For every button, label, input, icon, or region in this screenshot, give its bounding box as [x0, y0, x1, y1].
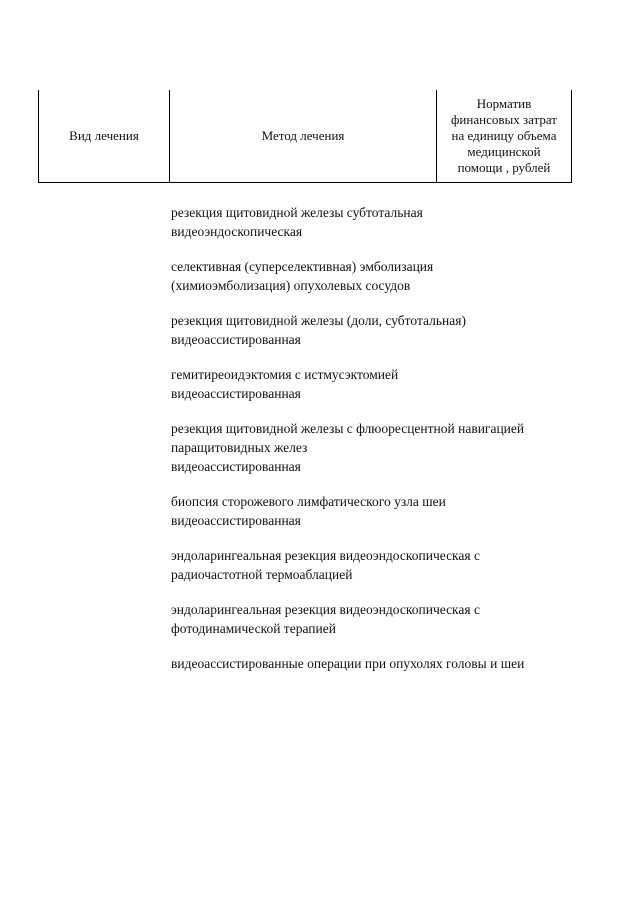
- header-cost-line: на единицу объема: [451, 128, 557, 143]
- header-treatment-type: [39, 90, 170, 182]
- method-item: гемитиреоидэктомия с истмусэктомией видеоассистированная: [171, 367, 399, 401]
- method-item: резекция щитовидной железы (доли, субтотальная) видеоассистированная: [171, 313, 466, 347]
- header-cost-standard: [437, 90, 571, 182]
- method-item: селективная (суперселективная) эмболизация (химиоэмболизация) опухолевых сосудов: [171, 259, 434, 293]
- table-header: [38, 90, 572, 183]
- header-cost-line: Норматив: [476, 96, 532, 111]
- method-item: эндоларингеальная резекция видеоэндоскопическая с радиочастотной термоаблацией: [171, 548, 480, 582]
- header-treatment-method-label: Метод лечения: [261, 128, 345, 143]
- header-treatment-type-label: Вид лечения: [69, 128, 139, 143]
- header-cost-line: медицинской: [467, 144, 541, 159]
- method-item: резекция щитовидной железы с флюоресцентной навигацией паращитовидных желез видеоассистированная: [171, 421, 525, 474]
- header-cost-line: помощи , рублей: [457, 160, 551, 175]
- method-item: видеоассистированные операции при опухолях головы и шеи: [171, 656, 525, 671]
- method-item: биопсия сторожевого лимфатического узла шеи видеоассистированная: [171, 494, 446, 528]
- method-item: резекция щитовидной железы субтотальная видеоэндоскопическая: [171, 205, 423, 239]
- header-cost-line: финансовых затрат: [451, 112, 557, 127]
- header-treatment-method: [170, 90, 437, 182]
- method-item: эндоларингеальная резекция видеоэндоскопическая с фотодинамической терапией: [171, 602, 480, 636]
- method-list: [171, 203, 581, 689]
